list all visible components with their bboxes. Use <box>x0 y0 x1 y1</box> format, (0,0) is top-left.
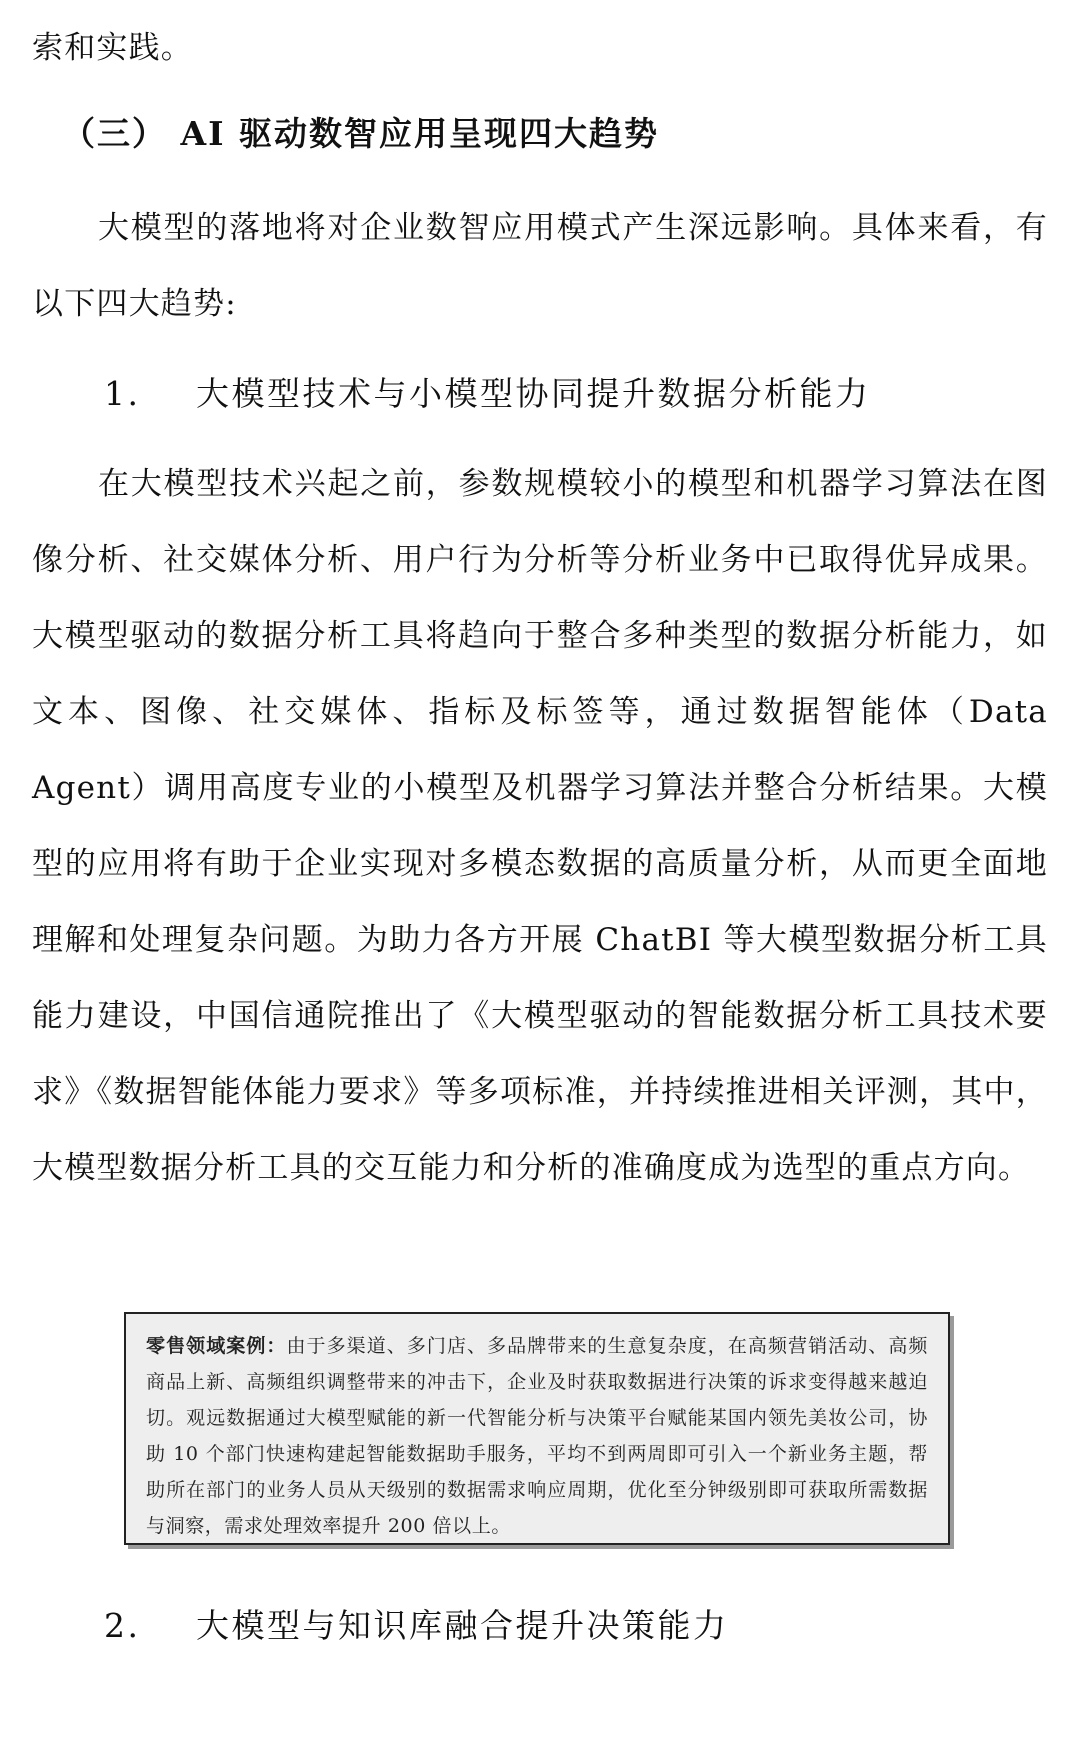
trend-1-number: 1. <box>104 374 141 413</box>
trend-2-number: 2. <box>104 1606 141 1645</box>
case-body: 由于多渠道、多门店、多品牌带来的生意复杂度，在高频营销活动、高频商品上新、高频组织调整带来的冲击下，企业及时获取数据进行决策的诉求变得越来越迫切。观远数据通过大模型赋能的新一代智能分析与决策平台赋能某国内领先美妆公司，协助 10 个部门快速构建起智能数据助手服务，平均不到两周即可引入一个新业务主题，帮助所在部门的业务人员从天级别的数据需求响应周期，优化至分钟级别即可获取所需数据与洞察，需求处理效率提升 200 倍以上。 <box>146 1335 929 1537</box>
trend-2-heading <box>104 1596 729 1656</box>
section-heading: （三） AI 驱动数智应用呈现四大趋势 <box>62 114 660 153</box>
trend-1-title: 大模型技术与小模型协同提升数据分析能力 <box>196 374 871 413</box>
lead-text: 索和实践。 <box>32 30 193 66</box>
case-label: 零售领域案例： <box>146 1335 287 1357</box>
trend-2-title: 大模型与知识库融合提升决策能力 <box>196 1606 729 1645</box>
section-intro-paragraph: 大模型的落地将对企业数智应用模式产生深远影响。具体来看，有以下四大趋势: <box>32 210 1048 322</box>
case-text <box>146 1328 928 1544</box>
retail-case-box <box>124 1312 950 1545</box>
trend-1-paragraph: 在大模型技术兴起之前，参数规模较小的模型和机器学习算法在图像分析、社交媒体分析、用户行为分析等分析业务中已取得优异成果。大模型驱动的数据分析工具将趋向于整合多种类型的数据分析能力，如文本、图像、社交媒体、指标及标签等，通过数据智能体（Data Agent）调用高度专业的小模型及机器学习算法并整合分析结果。大模型的应用将有助于企业实现对多模态数据的高质量分析，从而更全面地理解和处理复杂问题。为助力各方开展 ChatBI 等大模型数据分析工具能力建设，中国信通院推出了《大模型驱动的智能数据分析工具技术要求》《数据智能体能力要求》等多项标准，并持续推进相关评测，其中，大模型数据分析工具的交互能力和分析的准确度成为选型的重点方向。 <box>32 466 1048 1186</box>
trend-1-heading <box>104 364 871 424</box>
